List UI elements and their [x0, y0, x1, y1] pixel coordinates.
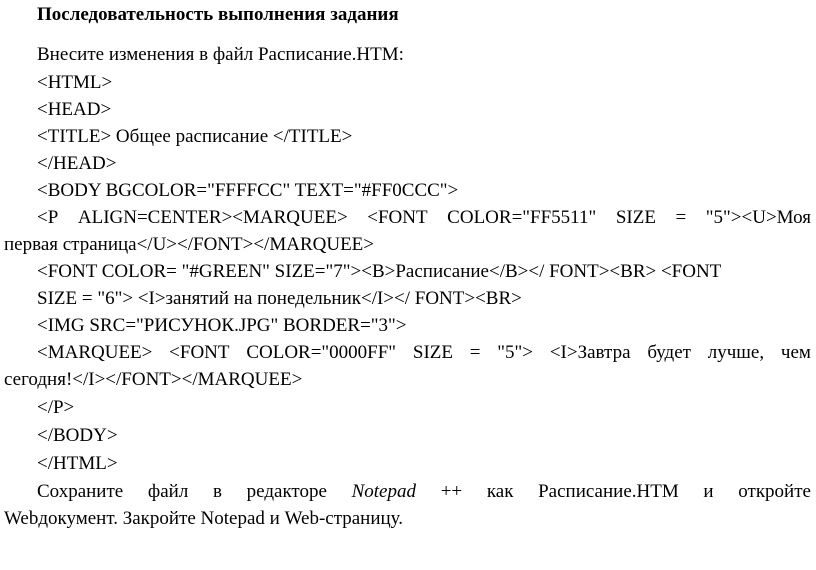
closing-line2: Webдокумент. Закройте Notepad и Web-страницу.: [4, 508, 404, 529]
code-word: будет: [647, 342, 691, 363]
code-word: ALIGN=CENTER><MARQUEE>: [77, 207, 348, 228]
closing-line1: [37, 481, 811, 503]
code-word: =: [675, 207, 687, 228]
code-word: COLOR="FF5511": [447, 207, 597, 228]
closing-word: редакторе: [246, 481, 327, 502]
code-html-close: </HTML>: [37, 453, 118, 474]
code-word: SIZE: [615, 207, 656, 228]
code-marquee-line2: сегодня!</I></FONT></MARQUEE>: [4, 369, 303, 390]
code-font-line1: <FONT COLOR= "#GREEN" SIZE="7"><B>Расписание</B></ FONT><BR> <FONT: [37, 261, 722, 282]
intro-text: Внесите изменения в файл Расписание.HTM:: [37, 44, 404, 65]
code-word: лучше,: [707, 342, 765, 363]
code-word: SIZE: [412, 342, 453, 363]
closing-word: и: [703, 481, 714, 502]
task-heading: Последовательность выполнения задания: [37, 4, 399, 25]
closing-word: файл: [147, 481, 189, 502]
code-font-line2: SIZE = "6"> <I>занятий на понедельник</I></ FONT><BR>: [37, 288, 522, 309]
code-p-line1: [37, 207, 811, 229]
code-word: <P: [37, 207, 59, 228]
code-marquee-line1: [37, 342, 811, 364]
code-word: =: [469, 342, 481, 363]
closing-word: Расписание.HTM: [538, 481, 679, 502]
code-body-open: <BODY BGCOLOR="FFFFCC" TEXT="#FF0CCC">: [37, 180, 459, 201]
code-word: чем: [780, 342, 811, 363]
closing-word: Сохраните: [37, 481, 124, 502]
code-p-close: </P>: [37, 397, 75, 418]
closing-word: как: [486, 481, 514, 502]
closing-app-name: Notepad: [351, 481, 416, 502]
code-word: <FONT: [169, 342, 230, 363]
code-word: <FONT: [367, 207, 428, 228]
code-word: <MARQUEE>: [37, 342, 153, 363]
code-head-close: </HEAD>: [37, 153, 117, 174]
closing-word: ++: [440, 481, 463, 502]
code-head-open: <HEAD>: [37, 99, 112, 120]
code-html-open: <HTML>: [37, 72, 113, 93]
code-word: "5"><U>Моя: [705, 207, 811, 228]
closing-word: откройте: [738, 481, 811, 502]
code-img: <IMG SRC="РИСУНОК.JPG" BORDER="3">: [37, 315, 407, 336]
closing-word: в: [213, 481, 222, 502]
code-title: <TITLE> Общее расписание </TITLE>: [37, 126, 353, 147]
code-word: <I>Завтра: [549, 342, 631, 363]
code-body-close: </BODY>: [37, 425, 118, 446]
code-word: "5">: [497, 342, 534, 363]
code-p-line2: первая страница</U></FONT></MARQUEE>: [4, 234, 374, 255]
code-word: COLOR="0000FF": [246, 342, 397, 363]
